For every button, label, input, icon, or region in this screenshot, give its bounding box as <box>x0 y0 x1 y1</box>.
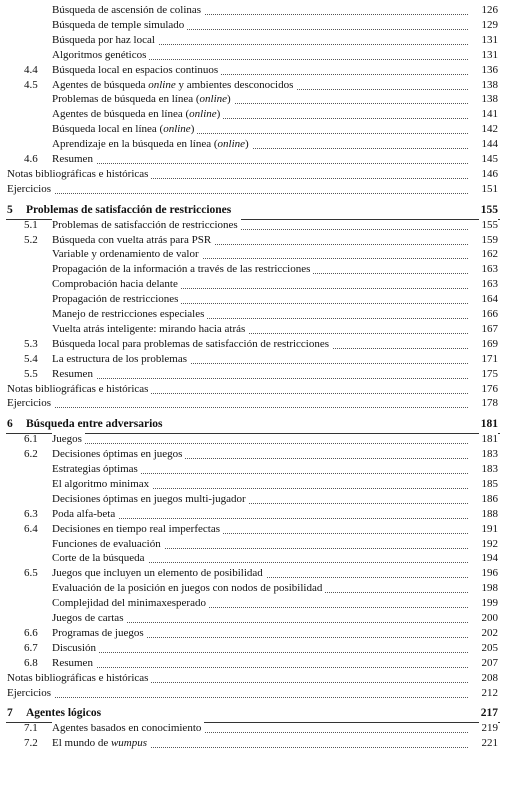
entry-title: Búsqueda por haz local <box>52 34 158 47</box>
page-number: 131 <box>479 49 499 62</box>
section-number: 5.1 <box>24 218 38 231</box>
dot-leader <box>52 443 468 444</box>
page-number: 146 <box>479 168 499 181</box>
entry-title: El algoritmo minimax <box>52 478 152 491</box>
entry-title: Variable y ordenamiento de valor <box>52 248 202 261</box>
entry-title: Problemas de búsqueda en línea (online) <box>52 93 234 106</box>
section-number: 5.3 <box>24 337 38 350</box>
page-number: 162 <box>479 248 499 261</box>
page-number: 129 <box>479 19 499 32</box>
section-number: 6.2 <box>24 448 38 461</box>
dot-leader <box>52 163 468 164</box>
page-number: 183 <box>479 463 499 476</box>
page-number: 198 <box>479 582 499 595</box>
chapter-number: 6 <box>7 418 13 431</box>
entry-title: Ejercicios <box>7 687 54 700</box>
chapter-number: 7 <box>7 707 13 720</box>
toc-row <box>0 671 514 687</box>
toc-row <box>0 396 514 412</box>
entry-title: Evaluación de la posición en juegos con nodos de posibilidad <box>52 582 325 595</box>
page-number: 136 <box>479 64 499 77</box>
entry-title: Algoritmos genéticos <box>52 49 149 62</box>
entry-title: Agentes de búsqueda online y ambientes desconocidos <box>52 79 296 92</box>
page-number: 163 <box>479 278 499 291</box>
entry-title: Decisiones óptimas en juegos multi-jugador <box>52 493 249 506</box>
entry-title: Notas bibliográficas e históricas <box>7 168 151 181</box>
page-number: 176 <box>479 383 499 396</box>
page-number: 200 <box>479 612 499 625</box>
page-number: 167 <box>479 323 499 336</box>
entry-title: Ejercicios <box>7 183 54 196</box>
section-number: 6.3 <box>24 507 38 520</box>
entry-title: Manejo de restricciones especiales <box>52 308 207 321</box>
toc-row <box>0 626 514 642</box>
chapter-title: Agentes lógicos <box>26 707 104 720</box>
page-number: 138 <box>479 93 499 106</box>
page-number: 151 <box>479 183 499 196</box>
page-number: 185 <box>479 478 499 491</box>
toc-row <box>0 277 514 293</box>
entry-title: Funciones de evaluación <box>52 538 164 551</box>
entry-title: El mundo de wumpus <box>52 737 150 750</box>
entry-title: Decisiones óptimas en juegos <box>52 448 185 461</box>
dot-leader <box>52 667 468 668</box>
page-number: 219 <box>479 722 499 735</box>
entry-title: Búsqueda de ascensión de colinas <box>52 4 204 17</box>
toc-row <box>0 262 514 278</box>
entry-title: Juegos de cartas <box>52 612 126 625</box>
toc-row <box>0 292 514 308</box>
section-number: 4.5 <box>24 78 38 91</box>
toc-row <box>0 367 514 383</box>
page-number: 199 <box>479 597 499 610</box>
page-number: 175 <box>479 368 499 381</box>
entry-title: Notas bibliográficas e históricas <box>7 383 151 396</box>
page-number: 202 <box>479 627 499 640</box>
toc-row <box>0 78 514 94</box>
page-number: 141 <box>479 108 499 121</box>
page-number: 178 <box>479 397 499 410</box>
toc-row <box>0 167 514 183</box>
page-number: 183 <box>479 448 499 461</box>
page-number: 166 <box>479 308 499 321</box>
dot-leader <box>7 697 468 698</box>
toc-row <box>0 107 514 123</box>
toc-row <box>0 721 514 737</box>
section-number: 7.1 <box>24 722 38 735</box>
chapter-title: Búsqueda entre adversarios <box>26 418 166 431</box>
entry-title: Juegos <box>52 433 85 446</box>
toc-row <box>0 641 514 657</box>
section-number: 7.2 <box>24 737 38 750</box>
chapter-row <box>0 417 514 433</box>
page-number: 192 <box>479 538 499 551</box>
page-number: 159 <box>479 234 499 247</box>
section-number: 6.5 <box>24 567 38 580</box>
entry-title: Búsqueda local para problemas de satisfacción de restricciones <box>52 338 332 351</box>
entry-title: Complejidad del minimaxesperado <box>52 597 209 610</box>
toc-row <box>0 307 514 323</box>
entry-title: Juegos que incluyen un elemento de posibilidad <box>52 567 266 580</box>
entry-title: Decisiones en tiempo real imperfectas <box>52 523 223 536</box>
section-number: 4.4 <box>24 63 38 76</box>
page-number: 208 <box>479 672 499 685</box>
entry-title: La estructura de los problemas <box>52 353 190 366</box>
section-number: 6.4 <box>24 522 38 535</box>
entry-title: Propagación de la información a través de las restricciones <box>52 263 313 276</box>
toc-row <box>0 48 514 64</box>
toc-row <box>0 432 514 448</box>
toc-row <box>0 656 514 672</box>
toc-row <box>0 18 514 34</box>
entry-title: Problemas de satisfacción de restricciones <box>52 219 241 232</box>
entry-title: Búsqueda local en espacios continuos <box>52 64 221 77</box>
page-number: 205 <box>479 642 499 655</box>
entry-title: Estrategias óptimas <box>52 463 141 476</box>
toc-row <box>0 137 514 153</box>
toc-row <box>0 182 514 198</box>
chapter-row <box>0 706 514 722</box>
toc-row <box>0 322 514 338</box>
toc-row <box>0 492 514 508</box>
section-number: 6.1 <box>24 433 38 446</box>
toc-row <box>0 382 514 398</box>
toc-row <box>0 233 514 249</box>
toc-row <box>0 447 514 463</box>
dot-leader <box>52 378 468 379</box>
entry-title: Propagación de restricciones <box>52 293 181 306</box>
toc-row <box>0 507 514 523</box>
entry-title: Programas de juegos <box>52 627 147 640</box>
entry-title: Aprendizaje en la búsqueda en línea (online) <box>52 138 252 151</box>
page-number: 145 <box>479 153 499 166</box>
entry-title: Agentes de búsqueda en línea (online) <box>52 108 223 121</box>
toc-row <box>0 611 514 627</box>
toc-row <box>0 736 514 752</box>
entry-title: Corte de la búsqueda <box>52 552 148 565</box>
section-number: 5.2 <box>24 233 38 246</box>
entry-title: Resumen <box>52 657 96 670</box>
page-number: 169 <box>479 338 499 351</box>
page-number: 181 <box>479 433 499 446</box>
chapter-row <box>0 203 514 219</box>
toc-row <box>0 352 514 368</box>
page-number: 207 <box>479 657 499 670</box>
toc-row <box>0 3 514 19</box>
section-number: 6.8 <box>24 656 38 669</box>
entry-title: Vuelta atrás inteligente: mirando hacia atrás <box>52 323 248 336</box>
page-number: 138 <box>479 79 499 92</box>
entry-title: Ejercicios <box>7 397 54 410</box>
dot-leader <box>52 652 468 653</box>
toc-row <box>0 152 514 168</box>
chapter-title: Problemas de satisfacción de restricciones <box>26 204 234 217</box>
section-number: 4.6 <box>24 153 38 165</box>
entry-title: Búsqueda de temple simulado <box>52 19 187 32</box>
page-number: 155 <box>478 204 498 217</box>
page-number: 144 <box>479 138 499 151</box>
entry-title: Discusión <box>52 642 99 655</box>
section-number: 6.7 <box>24 641 38 654</box>
toc-row <box>0 122 514 138</box>
page-number: 163 <box>479 263 499 276</box>
page-number: 171 <box>479 353 499 366</box>
dot-leader <box>7 193 468 194</box>
page-number: 186 <box>479 493 499 506</box>
page-number: 194 <box>479 552 499 565</box>
toc-row <box>0 522 514 538</box>
entry-title: Búsqueda local en línea (online) <box>52 123 197 136</box>
page-number: 164 <box>479 293 499 306</box>
page-number: 196 <box>479 567 499 580</box>
entry-title: Notas bibliográficas e históricas <box>7 672 151 685</box>
page-number: 155 <box>479 219 499 232</box>
toc-row <box>0 92 514 108</box>
page-number: 188 <box>479 508 499 521</box>
page-number: 142 <box>479 123 499 136</box>
entry-title: Resumen <box>52 153 96 166</box>
page-number: 221 <box>479 737 499 750</box>
toc-row <box>0 566 514 582</box>
toc-row <box>0 218 514 234</box>
toc-row <box>0 581 514 597</box>
toc-row <box>0 462 514 478</box>
page-number: 131 <box>479 34 499 47</box>
entry-title: Poda alfa-beta <box>52 508 118 521</box>
entry-title: Resumen <box>52 368 96 381</box>
page-number: 126 <box>479 4 499 17</box>
dot-leader <box>7 407 468 408</box>
toc-row <box>0 477 514 493</box>
entry-title: Búsqueda con vuelta atrás para PSR <box>52 234 214 247</box>
page-number: 191 <box>479 523 499 536</box>
section-number: 5.5 <box>24 367 38 380</box>
chapter-number: 5 <box>7 203 13 216</box>
section-number: 6.6 <box>24 626 38 639</box>
entry-title: Comprobación hacia delante <box>52 278 181 291</box>
section-number: 5.4 <box>24 352 38 365</box>
toc-row <box>0 33 514 49</box>
toc-row <box>0 596 514 612</box>
toc-row <box>0 551 514 567</box>
toc-row <box>0 337 514 353</box>
page-number: 212 <box>479 687 499 700</box>
entry-title: Agentes basados en conocimiento <box>52 722 204 735</box>
toc-row <box>0 247 514 263</box>
page-number: 181 <box>478 418 498 431</box>
page-number: 217 <box>478 707 498 720</box>
toc-row <box>0 537 514 553</box>
toc-row <box>0 63 514 79</box>
toc-row <box>0 686 514 702</box>
